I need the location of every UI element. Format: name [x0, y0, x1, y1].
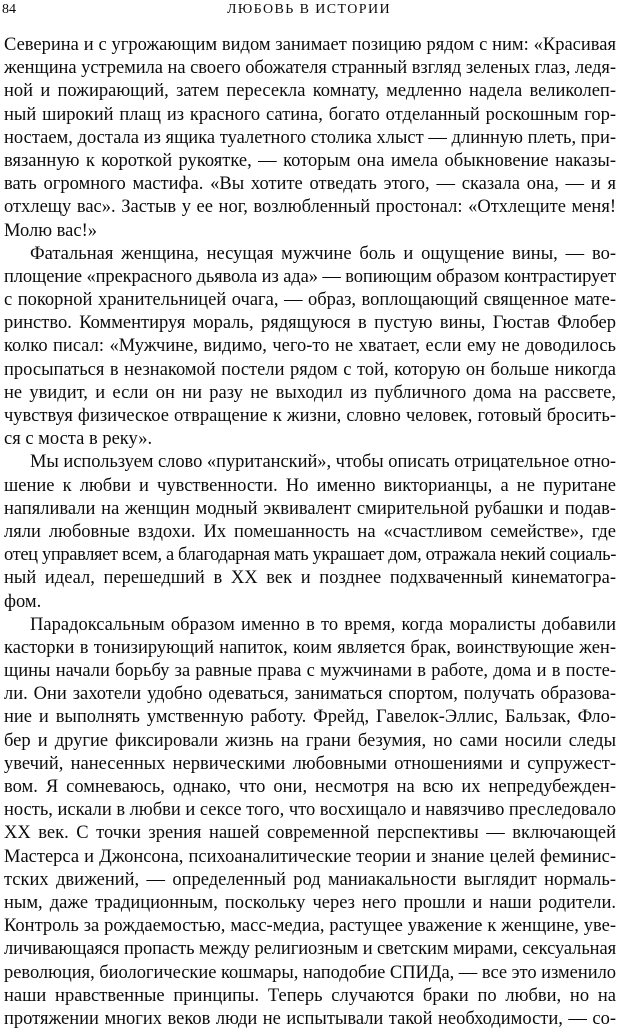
text-line: щины начали борьбу за равные права с мужчинами в работе, дома и в посте- [4, 661, 616, 682]
text-line: ный идеал, перешедший в XX век и позднее подхваченный кинематогра- [4, 568, 616, 589]
text-line: революция, биологические кошмары, наподобие СПИДа, — все это изменило [4, 962, 617, 983]
text-line: шение к любви и чувственности. Но именно викторианцы, а не пуритане [4, 475, 616, 496]
text-line: тских движений, — определенный род маниакальности выглядит нормаль- [4, 869, 616, 890]
text-line: бер и другие фиксировали жизнь на грани безумия, но сами носили следы [4, 730, 616, 751]
text-line: ность, искали в любви и сексе того, что восхищало и навязчиво преследовало [4, 800, 616, 821]
text-line: вать огромного мастифа. «Вы хотите отведать этого, — сказала она, — и я [4, 174, 616, 195]
text-line: с покорной хранительницей очага, — образ, воплощающий священное мате- [4, 290, 616, 311]
text-line: напяливали на женщин модный эквивалент смирительной рубашки и подав- [4, 498, 616, 519]
text-line: наши нравственные принципы. Теперь случаются браки по любви, но на [4, 985, 616, 1006]
running-head: ЛЮБОВЬ В ИСТОРИИ [227, 2, 391, 17]
text-line: не увидит, и если он ни разу не выходил из публичного дома на рассвете, [4, 382, 616, 403]
text-line: колко писал: «Мужчине, видимо, чего-то не хватает, если ему не доводилось [4, 336, 616, 357]
page-header [2, 1, 616, 19]
text-line: отхлещу вас». Застыв у ее ног, возлюбленный простонал: «Отхлещите меня! [4, 197, 616, 218]
text-line: вязанную к короткой рукоятке, — которым она имела обыкновение наказы- [4, 150, 616, 171]
text-line: Парадоксальным образом именно в то время, когда моралисты добавили [30, 614, 616, 635]
text-line: ный широкий плащ из красного сатина, богато отделанный роскошным гор- [4, 104, 616, 125]
text-line: протяжении многих веков люди не испытывали такой необходимости, — со- [4, 1008, 616, 1029]
text-line: вом. Я сомневаюсь, однако, что они, несмотря на всю их непредубежден- [4, 777, 616, 797]
text-line: ринство. Комментируя мораль, рядящуюся в пустую вины, Гюстав Флобер [4, 313, 616, 334]
text-line: ным, даже традиционным, поскольку через него прошли и наши родители. [4, 892, 616, 913]
text-line: увечий, нанесенных нервическими любовными отношениями и супружест- [4, 753, 616, 774]
text-line: Контроль за рождаемостью, масс-медиа, растущее уважение к женщине, уве- [4, 916, 616, 937]
text-line: просыпаться в незнакомой постели рядом с той, которую он больше никогда [4, 359, 616, 380]
body-text [4, 34, 616, 1031]
text-line: женщина устремила на своего обожателя странный взгляд зеленых глаз, ледя- [4, 58, 616, 79]
text-line: личивающаяся пропасть между религиозным и светским мирами, сексуальная [4, 939, 617, 960]
text-line: Молю вас!» [4, 220, 97, 241]
page-number: 84 [2, 2, 16, 17]
text-line: XX век. С точки зрения нашей современной перспективы — включающей [4, 823, 616, 844]
text-line: фом. [4, 591, 42, 612]
text-line: ностаем, достала из ящика туалетного столика хлыст — длинную плеть, при- [4, 127, 616, 148]
text-line: касторки в тонизирующий напиток, коим является брак, воинствующие жен- [4, 637, 616, 658]
text-line: Мастерса и Джонсона, психоаналитические теории и знание целей феминис- [4, 846, 616, 867]
text-line: ся с моста в реку». [4, 429, 153, 450]
text-line: Мы используем слово «пуританский», чтобы описать отрицательное отно- [30, 452, 617, 473]
text-line: отец управляет всем, а благодарная мать украшает дом, отражала некий социаль- [4, 545, 617, 566]
text-line: чувствуя физическое отвращение к жизни, словно человек, готовый бросить- [4, 406, 616, 426]
text-line: Фатальная женщина, несущая мужчине боль и ощущение вины, — во- [30, 243, 616, 264]
text-line: ли. Они захотели удобно одеваться, заниматься спортом, получать образова- [4, 684, 616, 705]
text-line: ние и выполнять умственную работу. Фрейд, Гавелок-Эллис, Бальзак, Фло- [4, 707, 616, 728]
text-line: площение «прекрасного дьявола из ада» — вопиющим образом контрастирует [4, 266, 616, 287]
text-line: ной и пожирающий, затем пересекла комнату, медленно надела великолеп- [4, 81, 616, 102]
text-line: Северина и с угрожающим видом занимает позицию рядом с ним: «Красивая [4, 35, 616, 55]
text-line: ляли любовные вздохи. Их помешанность на «счастливом семействе», где [4, 521, 616, 542]
